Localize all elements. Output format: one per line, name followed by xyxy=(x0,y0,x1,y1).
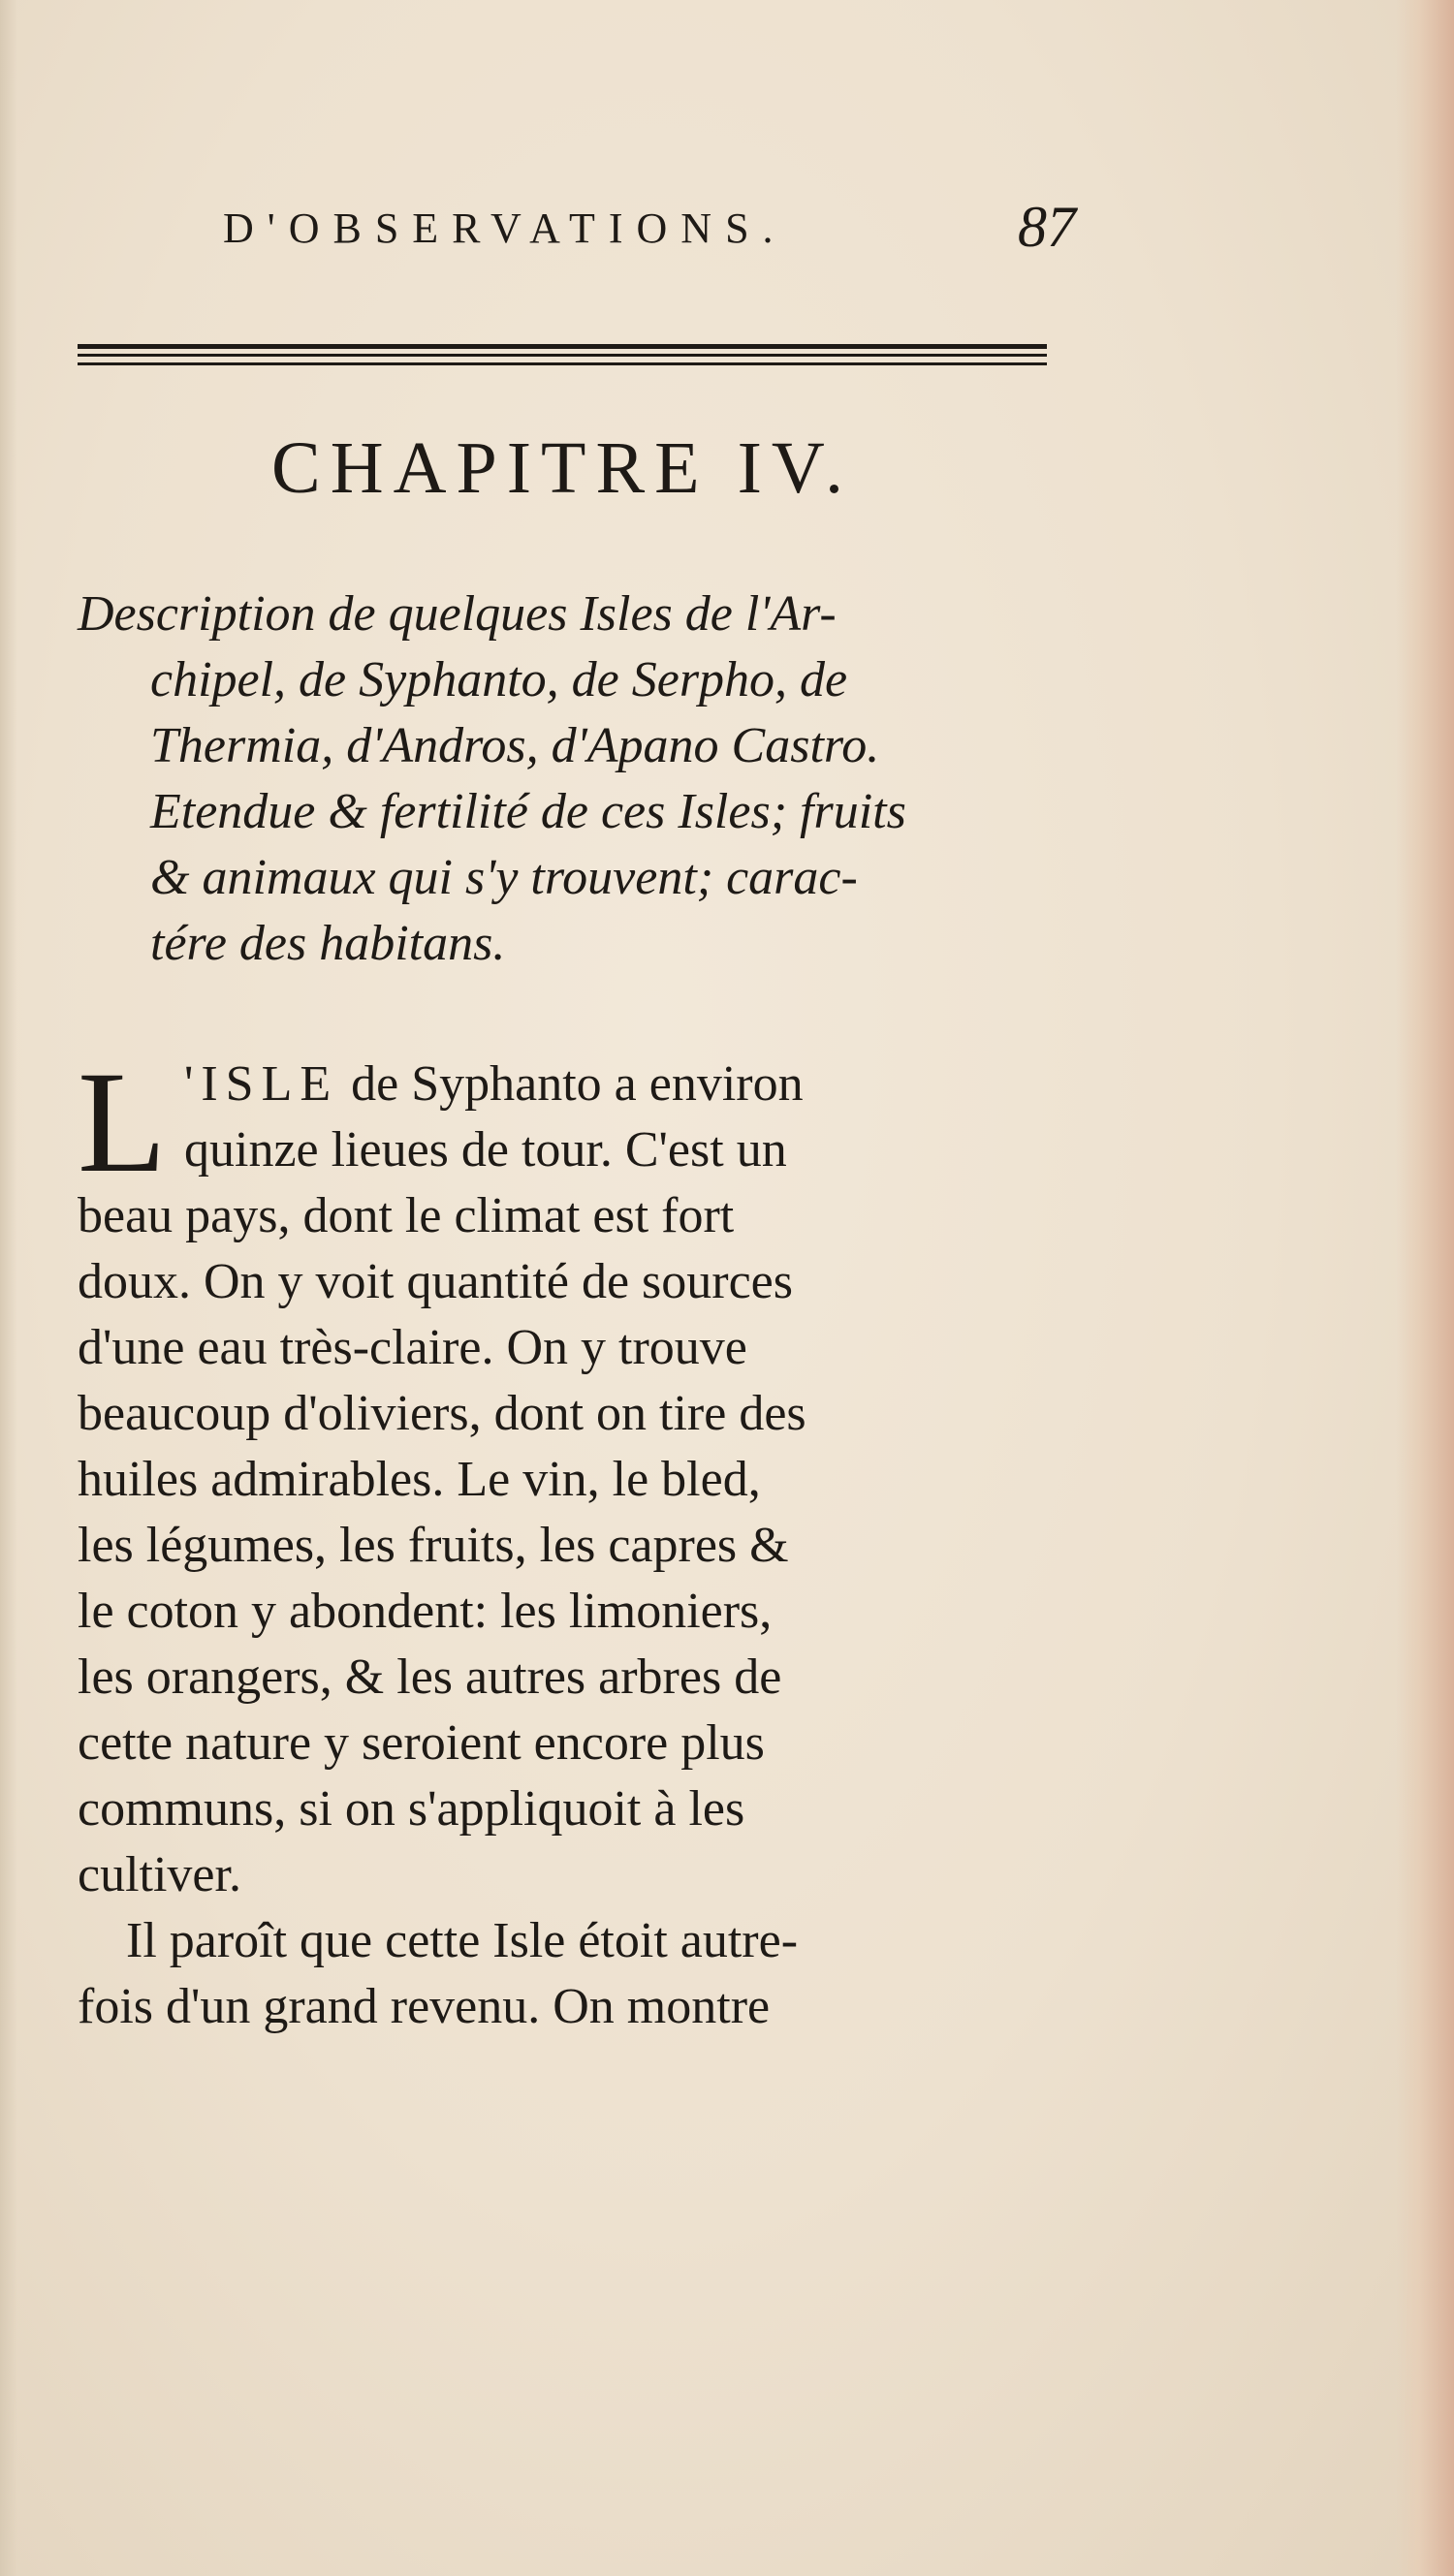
body-line xyxy=(78,1052,1066,1117)
summary-line: tére des habitans. xyxy=(150,916,506,971)
page-right-edge xyxy=(1396,0,1454,2576)
running-head-title: D'OBSERVATIONS. xyxy=(223,204,787,252)
body-line: le coton y abondent: les limoniers, xyxy=(78,1584,773,1639)
body-line: communs, si on s'appliquoit à les xyxy=(78,1781,745,1837)
summary-line: Etendue & fertilité de ces Isles; fruits xyxy=(150,784,906,839)
body-line: beaucoup d'oliviers, dont on tire des xyxy=(78,1386,806,1441)
body-line: d'une eau très-claire. On y trouve xyxy=(78,1320,747,1375)
chapter-heading: CHAPITRE IV. xyxy=(271,427,853,509)
body-line: les orangers, & les autres arbres de xyxy=(78,1649,782,1705)
body-line: quinze lieues de tour. C'est un xyxy=(184,1122,787,1178)
running-head xyxy=(223,194,1076,262)
summary-line: & animaux qui s'y trouvent; carac- xyxy=(150,850,858,905)
body-line: les légumes, les fruits, les capres & xyxy=(78,1518,789,1573)
body-line: Il paroît que cette Isle étoit autre- xyxy=(126,1913,799,1968)
summary-line: chipel, de Syphanto, de Serpho, de xyxy=(150,652,848,707)
summary-line: Description de quelques Isles de l'Ar- xyxy=(78,586,837,642)
body-line: beau pays, dont le climat est fort xyxy=(78,1188,735,1243)
page-number: 87 xyxy=(1018,195,1076,259)
body-line: cette nature y seroient encore plus xyxy=(78,1715,765,1771)
chapter-summary xyxy=(78,581,1066,977)
summary-line: Thermia, d'Andros, d'Apano Castro. xyxy=(150,718,880,773)
body-line: doux. On y voit quantité de sources xyxy=(78,1254,793,1309)
body-text xyxy=(78,1042,1066,2040)
body-line: fois d'un grand revenu. On montre xyxy=(78,1979,771,2034)
page-left-edge xyxy=(0,0,17,2576)
drop-cap: L xyxy=(78,1042,167,1203)
header-rule xyxy=(78,344,1047,365)
body-line: cultiver. xyxy=(78,1847,241,1902)
first-word: 'ISLE xyxy=(184,1056,339,1112)
body-line-rest: de Syphanto a environ xyxy=(351,1056,804,1112)
header-rule-inner xyxy=(78,354,1047,357)
body-line: huiles admirables. Le vin, le bled, xyxy=(78,1452,761,1507)
